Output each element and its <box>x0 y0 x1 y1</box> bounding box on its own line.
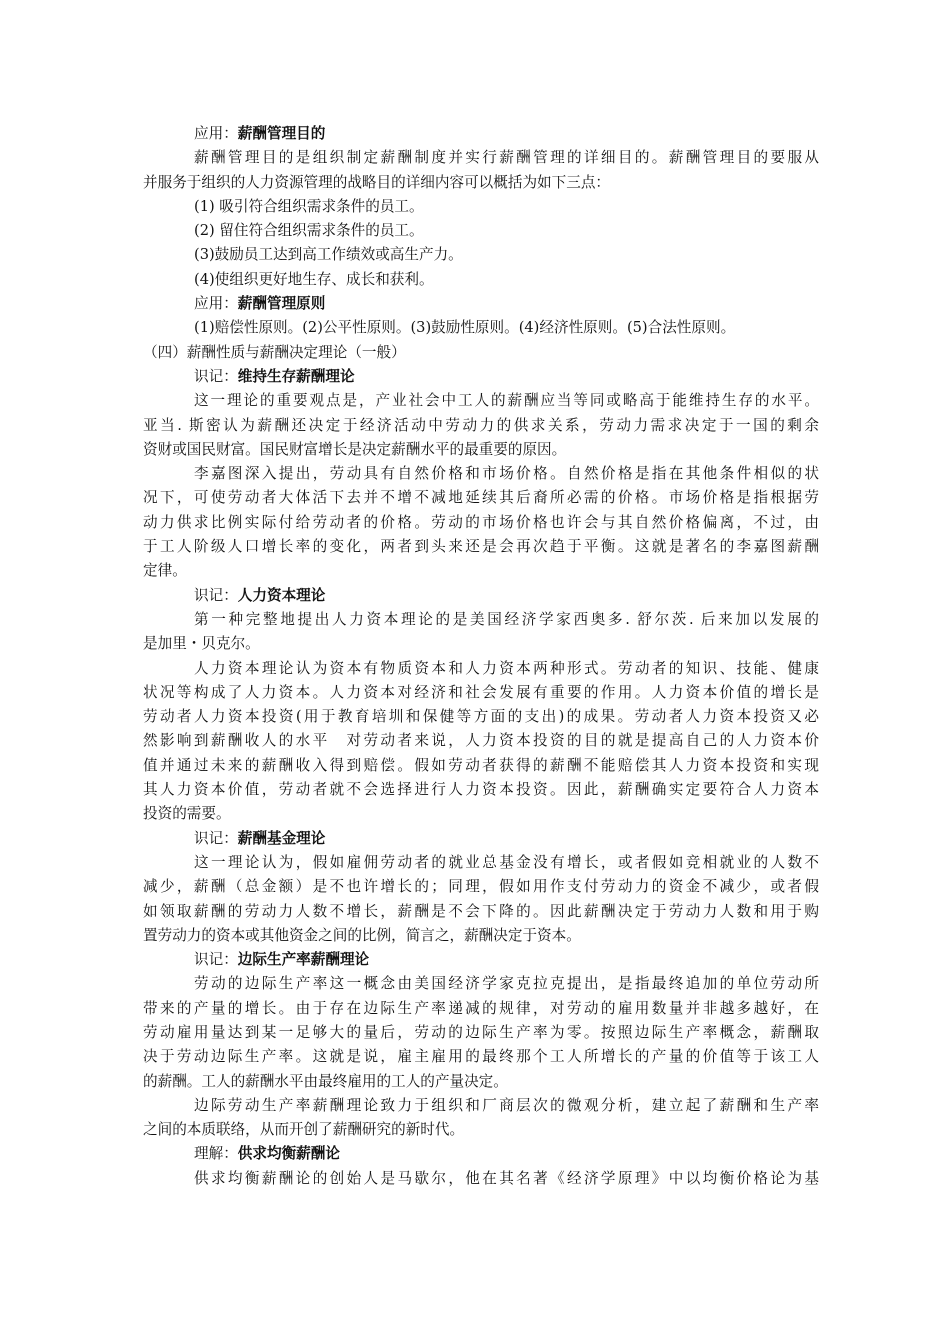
paragraph-line: 是加里・贝克尔。 <box>143 635 260 653</box>
list-item: (1) 吸引符合组织需求条件的员工。 <box>194 197 424 215</box>
paragraph-line: 人力资本理论认为资本有物质资本和人力资本两种形式。劳动者的知识、技能、健康 <box>194 659 819 677</box>
section-heading <box>143 827 819 851</box>
document-page <box>143 122 819 1191</box>
paragraph-line: 亚当. 斯密认为薪酬还决定于经济活动中劳动力的供求关系，劳动力需求决定于一国的剩余 <box>143 416 819 434</box>
list-item: (3)鼓励员工达到高工作绩效或高生产力。 <box>194 246 463 264</box>
paragraph-line: 决于劳动边际生产率。这就是说，雇主雇用的最终那个工人所增长的产量的价值等于该工人 <box>143 1048 819 1066</box>
heading-label: 识记： <box>194 367 238 385</box>
paragraph-line: 状况等构成了人力资本。人力资本对经济和社会发展有重要的作用。人力资本价值的增长是 <box>143 683 819 701</box>
paragraph-line: 李嘉图深入提出，劳动具有自然价格和市场价格。自然价格是指在其他条件相似的状 <box>194 465 819 483</box>
paragraph-line: 的薪酬。工人的薪酬水平由最终雇用的工人的产量决定。 <box>143 1072 508 1090</box>
paragraph-line: 劳动者人力资本投资(用于教育培圳和保健等方面的支出)的成果。劳动者人力资本投资又必 <box>143 708 819 726</box>
paragraph-line: 于工人阶级人口增长率的变化，两者到头来还是会再次趋于平衡。这就是著名的李嘉图薪酬 <box>143 538 819 556</box>
paragraph-line: 这一理论认为，假如雇佣劳动者的就业总基金没有增长，或者假如竞相就业的人数不 <box>194 853 819 871</box>
paragraph-line: (1)赔偿性原则。(2)公平性原则。(3)鼓励性原则。(4)经济性原则。(5)合法性原则。 <box>194 319 736 337</box>
paragraph-line: 资财或国民财富。国民财富增长是决定薪酬水平的最重要的原因。 <box>143 440 567 458</box>
paragraph-line: 并服务于组织的人力资源管理的战略目的详细内容可以概括为如下三点： <box>143 173 611 191</box>
heading-title: 供求均衡薪酬论 <box>237 1145 340 1163</box>
heading-label: 识记： <box>194 951 238 969</box>
section-heading <box>143 584 819 608</box>
section-heading <box>143 365 819 389</box>
list-item: (4)使组织更好地生存、成长和获利。 <box>194 270 434 288</box>
paragraph-line: 这一理论的重要观点是，产业社会中工人的薪酬应当等同或略高于能维持生存的水平。 <box>194 392 819 410</box>
heading-label: 识记： <box>194 829 238 847</box>
paragraph-line: 投资的需要。 <box>143 805 231 823</box>
paragraph-line: 供求均衡薪酬论的创始人是马歇尔，他在其名著《经济学原理》中以均衡价格论为基 <box>194 1169 819 1187</box>
paragraph-line: 值并通过未来的薪酬收入得到赔偿。假如劳动者获得的薪酬不能赔偿其人力资本投资和实现 <box>143 756 819 774</box>
paragraph-line: 劳动雇用量达到某一足够大的量后，劳动的边际生产率为零。按照边际生产率概念，薪酬取 <box>143 1023 819 1041</box>
paragraph-line: 减少，薪酬（总金额）是不也许增长的；同理，假如用作支付劳动力的资金不减少，或者假 <box>143 878 819 896</box>
heading-label: 应用： <box>194 125 238 142</box>
heading-label: 应用： <box>194 295 238 313</box>
heading-title: 薪酬基金理论 <box>237 829 326 847</box>
paragraph-line: 第一种完整地提出人力资本理论的是美国经济学家西奥多. 舒尔茨. 后来加以发展的 <box>194 610 819 628</box>
section-heading <box>143 122 819 146</box>
heading-title: 边际生产率薪酬理论 <box>237 951 370 969</box>
section-heading <box>143 1142 819 1166</box>
paragraph-line: 如领取薪酬的劳动力人数不增长，薪酬是不会下降的。因此薪酬决定于劳动力人数和用于购 <box>143 902 819 920</box>
paragraph-line: 动力供求比例实际付给劳动者的价格。劳动的市场价格也许会与其自然价格偏离，不过，由 <box>143 513 819 531</box>
heading-title: 薪酬管理原则 <box>237 295 326 313</box>
heading-label: 理解： <box>194 1145 238 1163</box>
paragraph-line: 然影响到薪酬收人的水平 对劳动者来说，人力资本投资的目的就是提高自己的人力资本价 <box>143 732 819 750</box>
paragraph-line: 其人力资本价值，劳动者就不会选择进行人力资本投资。因此，薪酬确实定要符合人力资本 <box>143 781 819 799</box>
heading-title: 维持生存薪酬理论 <box>237 367 355 385</box>
section-heading <box>143 292 819 316</box>
paragraph-line: 劳动的边际生产率这一概念由美国经济学家克拉克提出，是指最终追加的单位劳动所 <box>194 975 819 993</box>
paragraph-line: 置劳动力的资本或其他资金之间的比例，简言之，薪酬决定于资本。 <box>143 926 581 944</box>
paragraph-line: 薪酬管理目的是组织制定薪酬制度并实行薪酬管理的详细目的。薪酬管理目的要服从 <box>194 149 819 167</box>
heading-label: 识记： <box>194 586 238 604</box>
paragraph-line: 况下，可使劳动者大体活下去并不增不减地延续其后裔所必需的价格。市场价格是指根据劳 <box>143 489 819 507</box>
paragraph-line: 边际劳动生产率薪酬理论致力于组织和厂商层次的微观分析，建立起了薪酬和生产率 <box>194 1096 819 1114</box>
section-heading <box>143 948 819 972</box>
paragraph-line: 带来的产量的增长。由于存在边际生产率递减的规律，对劳动的雇用数量并非越多越好，在 <box>143 999 819 1017</box>
heading-title: 薪酬管理目的 <box>237 125 326 142</box>
chapter-heading: （四）薪酬性质与薪酬决定理论（一般） <box>143 343 406 361</box>
paragraph-line: 之间的本质联络，从而开创了薪酬研究的新时代。 <box>143 1121 465 1139</box>
heading-title: 人力资本理论 <box>237 586 326 604</box>
paragraph-line: 定律。 <box>143 562 187 580</box>
list-item: (2) 留住符合组织需求条件的员工。 <box>194 222 424 240</box>
